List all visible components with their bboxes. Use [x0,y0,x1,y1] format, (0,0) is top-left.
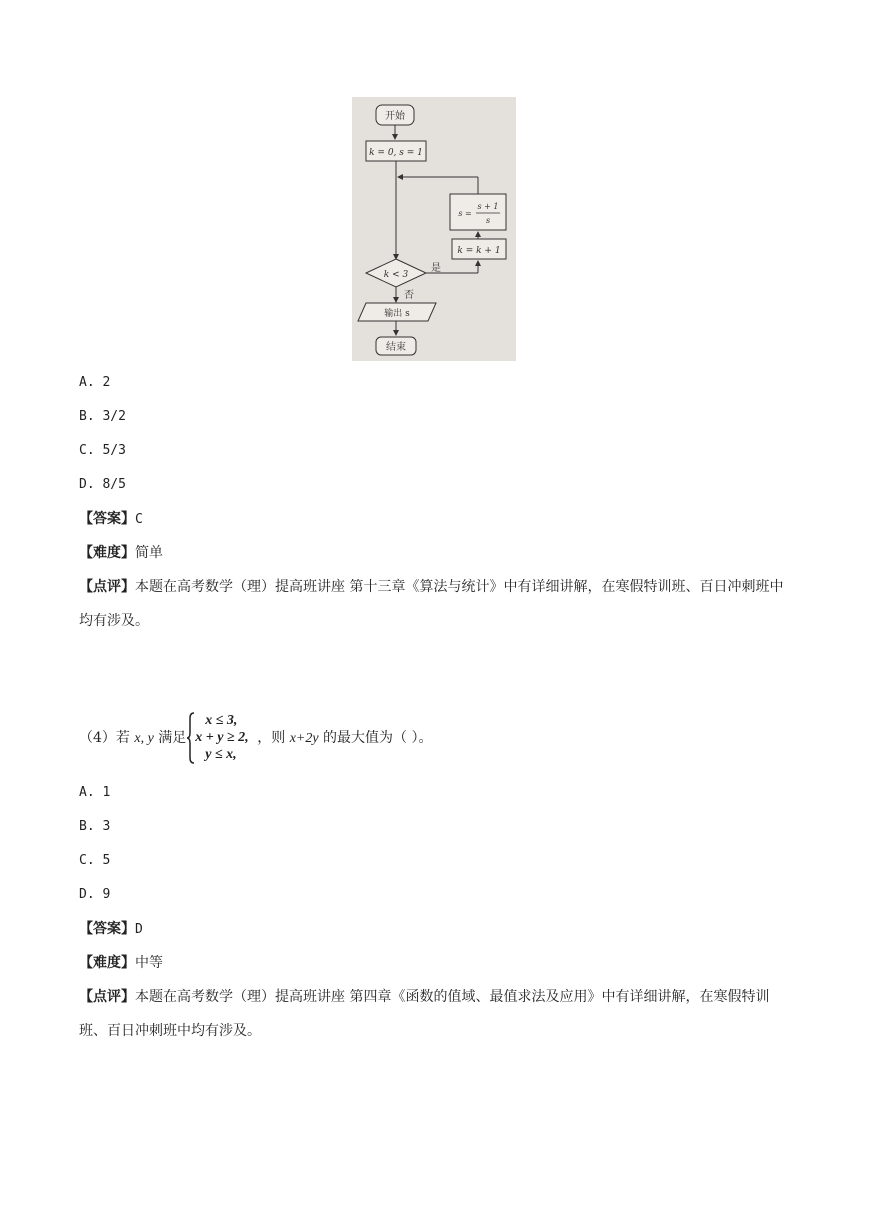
q4-prefix: （4）若 [79,730,135,746]
condition-label: k < 3 [383,270,409,280]
q4-stem [79,712,432,764]
q4-option-c: C. 5 [79,853,111,868]
q4-satisfy: 满足 [153,730,187,746]
q3-answer-tag: 【答案】 [79,511,135,527]
q4-difficulty [79,953,163,973]
q4-comment [79,980,793,1048]
q3-option-d: D. 8/5 [79,477,126,492]
q4-expr: x+2y [289,731,319,746]
q4-answer-value: D [135,922,143,937]
q3-option-c: C. 5/3 [79,443,126,458]
flowchart-image [352,97,516,361]
q4-comment-text: 本题在高考数学（理）提高班讲座 第四章《函数的值域、最值求法及应用》中有详细讲解，在寒假特训班、百日冲刺班中均有涉及。 [79,989,770,1039]
q3-comment-text: 本题在高考数学（理）提高班讲座 第十三章《算法与统计》中有详细讲解，在寒假特训班、百日冲刺班中均有涉及。 [79,579,784,629]
q3-answer [79,509,143,530]
q3-difficulty-value: 简单 [135,545,163,561]
q4-constraint-3: y ≤ x, [205,747,237,762]
q3-answer-value: C [135,512,143,527]
end-label: 结束 [386,342,406,353]
init-label: k = 0, s = 1 [369,148,423,158]
q3-difficulty [79,543,163,563]
assign-s-lhs: s = [458,209,472,218]
q4-constraint-1: x ≤ 3, [205,713,238,728]
q4-comment-tag: 【点评】 [79,989,135,1005]
q3-difficulty-tag: 【难度】 [79,545,135,561]
q3-option-b: B. 3/2 [79,409,126,424]
q3-comment [79,570,793,638]
assign-s-numerator: s + 1 [477,202,499,211]
q4-option-b: B. 3 [79,819,111,834]
q4-constraint-2: x + y ≥ 2, [195,730,249,745]
q4-mid: ，则 [257,730,290,746]
q4-option-a: A. 1 [79,785,111,800]
q4-difficulty-tag: 【难度】 [79,955,135,971]
q4-constraint-system [187,712,255,764]
q3-option-a: A. 2 [79,375,111,390]
q4-difficulty-value: 中等 [135,955,163,971]
q4-answer-tag: 【答案】 [79,921,135,937]
no-label: 否 [404,290,414,301]
q4-answer [79,919,143,940]
start-label: 开始 [385,111,405,122]
q4-option-d: D. 9 [79,887,111,902]
assign-k-label: k = k + 1 [457,246,501,256]
yes-label: 是 [431,263,441,274]
q4-suffix: 的最大值为（ ）。 [318,730,433,746]
q3-comment-tag: 【点评】 [79,579,135,595]
flowchart-svg [352,97,516,361]
assign-s-denominator: s [485,216,491,225]
output-label: 输出 s [384,309,410,319]
q4-vars: x, y [134,731,154,746]
